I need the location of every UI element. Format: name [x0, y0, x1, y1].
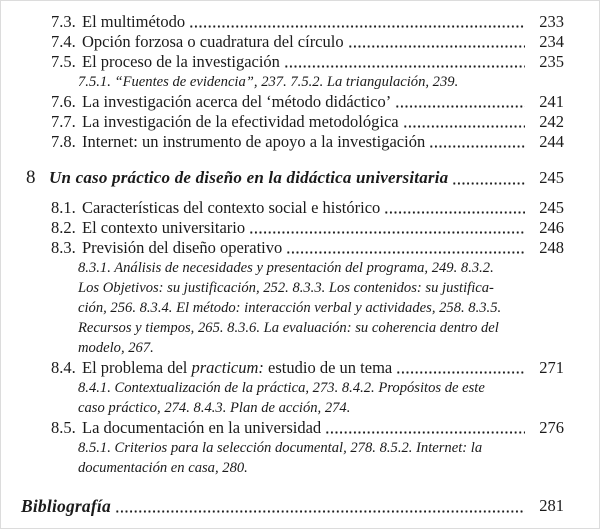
entry-title: Opción forzosa o cuadratura del círculo	[82, 32, 344, 51]
entry-page-number: 281	[539, 496, 564, 515]
dot-leader	[395, 104, 525, 110]
entry-page-number: 246	[539, 218, 564, 237]
entry-title	[82, 358, 392, 378]
entry-number: 7.4.	[51, 32, 76, 51]
entry-page-number: 248	[539, 238, 564, 257]
entry-number: 7.7.	[51, 112, 76, 131]
toc-entry-8-2	[1, 218, 599, 238]
toc-subnote-7-5	[78, 72, 559, 92]
subnote-line: caso práctico, 274. 8.4.3. Plan de acción, 274.	[78, 400, 351, 416]
dot-leader	[384, 210, 525, 216]
subnote-line: 7.5.1. “Fuentes de evidencia”, 237. 7.5.2. La triangulación, 239.	[78, 74, 459, 90]
entry-title: La investigación acerca del ‘método didáctico’	[82, 92, 392, 111]
subnote-line: 8.3.1. Análisis de necesidades y presentación del programa, 249. 8.3.2.	[78, 260, 494, 276]
toc-entry-7-5	[1, 52, 599, 72]
dot-leader	[286, 250, 525, 256]
entry-title-part: estudio de un tema	[263, 358, 393, 377]
toc-entry-8-1	[1, 198, 599, 218]
entry-page-number: 233	[539, 12, 564, 31]
subnote-line: Recursos y tiempos, 265. 8.3.6. La evaluación: su coherencia dentro del	[78, 320, 499, 336]
dot-leader	[403, 124, 525, 130]
entry-number: 7.5.	[51, 52, 76, 71]
entry-number: 8.3.	[51, 238, 76, 257]
dot-leader	[284, 64, 525, 70]
toc-chapter-8	[1, 166, 599, 190]
toc-entry-7-3	[1, 12, 599, 32]
entry-title: El multimétodo	[82, 12, 186, 31]
entry-title: La investigación de la efectividad metodológica	[82, 112, 399, 131]
entry-page-number: 276	[539, 418, 564, 437]
entry-title-italic-part: practicum:	[191, 358, 264, 377]
toc-entry-bibliografia	[1, 494, 599, 518]
entry-title: Características del contexto social e histórico	[82, 198, 381, 217]
entry-title-part: El problema del	[82, 358, 192, 377]
entry-number: 8.2.	[51, 218, 76, 237]
toc-entry-7-8	[1, 132, 599, 152]
toc-entry-7-7	[1, 112, 599, 132]
toc-entry-8-3	[1, 238, 599, 258]
toc-subnote-8-3	[78, 258, 559, 358]
chapter-title: Un caso práctico de diseño en la didáctica universitaria	[49, 168, 449, 187]
dot-leader	[189, 24, 525, 30]
entry-title: El proceso de la investigación	[82, 52, 280, 71]
toc-entry-7-4	[1, 32, 599, 52]
toc-subnote-8-4	[78, 378, 559, 418]
dot-leader	[348, 44, 525, 50]
backmatter-title: Bibliografía	[21, 496, 111, 516]
entry-page-number: 234	[539, 32, 564, 51]
subnote-line: ción, 256. 8.3.4. El método: interacción verbal y actividades, 258. 8.3.5.	[78, 300, 502, 316]
chapter-number: 8	[26, 167, 36, 188]
dot-leader	[249, 230, 525, 236]
subnote-line: documentación en casa, 280.	[78, 460, 248, 476]
toc-entry-8-5	[1, 418, 599, 438]
dot-leader	[396, 370, 525, 376]
entry-title: La documentación en la universidad	[82, 418, 322, 437]
entry-page-number: 244	[539, 132, 564, 151]
entry-number: 8.4.	[51, 358, 76, 377]
toc-entry-7-6	[1, 92, 599, 112]
dot-leader	[429, 144, 525, 150]
subnote-line: modelo, 267.	[78, 340, 154, 356]
entry-page-number: 245	[539, 198, 564, 217]
toc-entry-8-4	[1, 358, 599, 378]
subnote-line: Los Objetivos: su justificación, 252. 8.3.3. Los contenidos: su justifica-	[78, 280, 494, 296]
dot-leader	[325, 430, 525, 436]
entry-page-number: 242	[539, 112, 564, 131]
entry-number: 7.3.	[51, 12, 76, 31]
subnote-line: 8.4.1. Contextualización de la práctica, 273. 8.4.2. Propósitos de este	[78, 380, 485, 396]
subnote-line: 8.5.1. Criterios para la selección documental, 278. 8.5.2. Internet: la	[78, 440, 483, 456]
entry-page-number: 271	[539, 358, 564, 377]
entry-number: 7.8.	[51, 132, 76, 151]
dot-leader	[452, 181, 525, 187]
entry-title: Previsión del diseño operativo	[82, 238, 283, 257]
entry-number: 7.6.	[51, 92, 76, 111]
entry-page-number: 245	[539, 168, 564, 187]
entry-page-number: 241	[539, 92, 564, 111]
entry-page-number: 235	[539, 52, 564, 71]
entry-number: 8.1.	[51, 198, 76, 217]
dot-leader	[115, 509, 525, 515]
entry-title: El contexto universitario	[82, 218, 246, 237]
entry-number: 8.5.	[51, 418, 76, 437]
entry-title: Internet: un instrumento de apoyo a la investigación	[82, 132, 426, 151]
toc-subnote-8-5	[78, 438, 559, 478]
